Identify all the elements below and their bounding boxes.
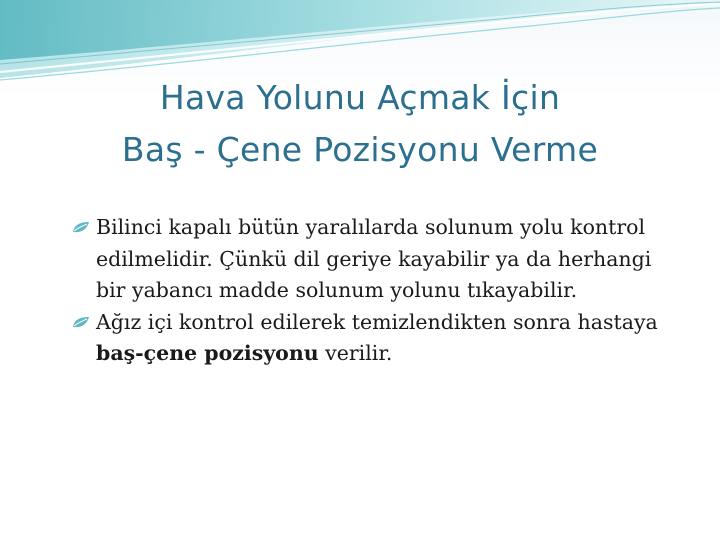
content-body [70, 212, 670, 370]
leaf-bullet-icon [70, 307, 94, 338]
bullet-item-1 [70, 212, 670, 307]
bullet-text-2-before: Ağız içi kontrol edilerek temizlendikten sonra hastaya [96, 309, 658, 334]
bullet-text-2-bold: baş-çene pozisyonu [96, 341, 319, 365]
bullet-item-2 [70, 307, 670, 370]
title-line-1: Hava Yolunu Açmak İçin [159, 78, 561, 117]
leaf-bullet-icon [70, 212, 94, 243]
bullet-text-1: Bilinci kapalı bütün yaralılarda solunum yolu kontrol edilmelidir. Çünkü dil geriye kayabilir ya da herhangi bir yabancı madde solunum yolunu tıkayabilir. [96, 215, 652, 302]
title-line-2: Baş - Çene Pozisyonu Verme [121, 130, 599, 169]
bullet-text-2-after: verilir. [318, 341, 393, 365]
slide-title [0, 72, 720, 176]
